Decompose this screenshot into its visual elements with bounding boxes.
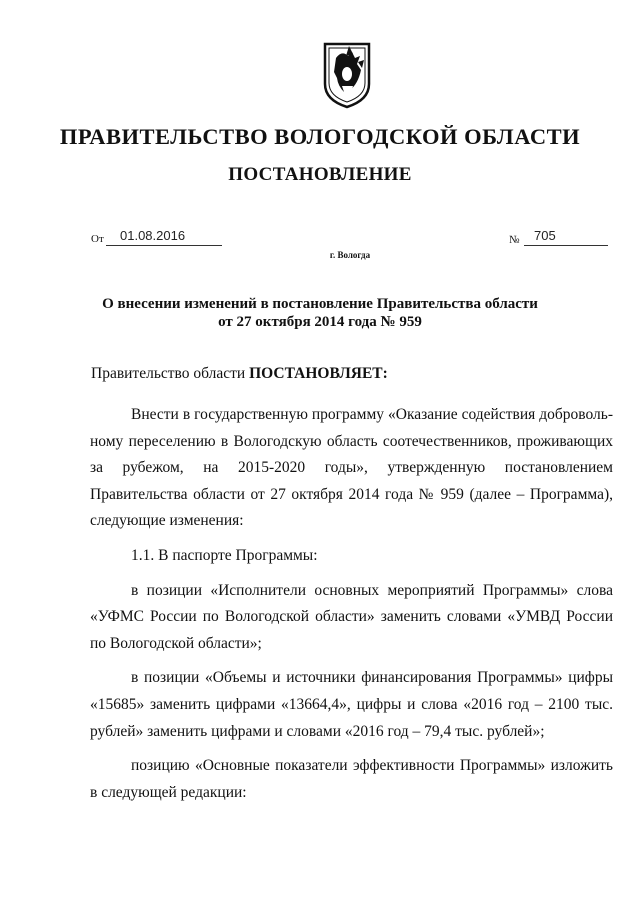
paragraph-5: позицию «Основные показатели эффективности Программы» изложить в следующей редакции: bbox=[90, 757, 613, 801]
coat-of-arms-emblem bbox=[322, 40, 372, 110]
preamble bbox=[91, 365, 388, 383]
paragraph-2: 1.1. В паспорте Программы: bbox=[131, 546, 318, 564]
subject-line-1: О внесении изменений в постановление Правительства области bbox=[102, 296, 538, 312]
subject-line-2: от 27 октября 2014 года № 959 bbox=[218, 314, 422, 330]
date-value: 01.08.2016 bbox=[120, 228, 186, 243]
document-type-title: ПОСТАНОВЛЕНИЕ bbox=[228, 164, 412, 185]
date-field bbox=[106, 230, 222, 246]
number-field bbox=[524, 230, 608, 246]
government-title: ПРАВИТЕЛЬСТВО ВОЛОГОДСКОЙ ОБЛАСТИ bbox=[59, 124, 581, 149]
preamble-decree-word: ПОСТАНОВЛЯЕТ: bbox=[249, 365, 388, 382]
paragraph-3: в позиции «Исполнители основных мероприятий Программы» слова «УФМС России по Вологодской области» заменить словами «УМВД России по Вологодской области»; bbox=[90, 581, 613, 652]
paragraph-4: в позиции «Объемы и источники финансирования Программы» цифры «15685» заменить цифрами «13664,4», цифры и слова «2016 год – 2100 тыс. рублей» заменить цифрами и словами «2016 год – 79,4 тыс. рублей»; bbox=[90, 669, 613, 740]
number-label: № bbox=[509, 234, 520, 246]
number-value: 705 bbox=[534, 228, 556, 243]
document-subject bbox=[0, 295, 640, 331]
paragraph-1: Внести в государственную программу «Оказание содействия добровольному переселению в Вологодскую область соотечественников, проживающих за рубежом, на 2015-2020 годы», утвержденную постановлением Правительства области от 27 октября 2014 года № 959 (далее – Программа), следующие изменения: bbox=[90, 406, 613, 530]
city-label: г. Вологда bbox=[329, 250, 371, 260]
date-label: От bbox=[91, 233, 104, 245]
preamble-text: Правительство области bbox=[91, 365, 246, 382]
document-body bbox=[90, 402, 613, 806]
